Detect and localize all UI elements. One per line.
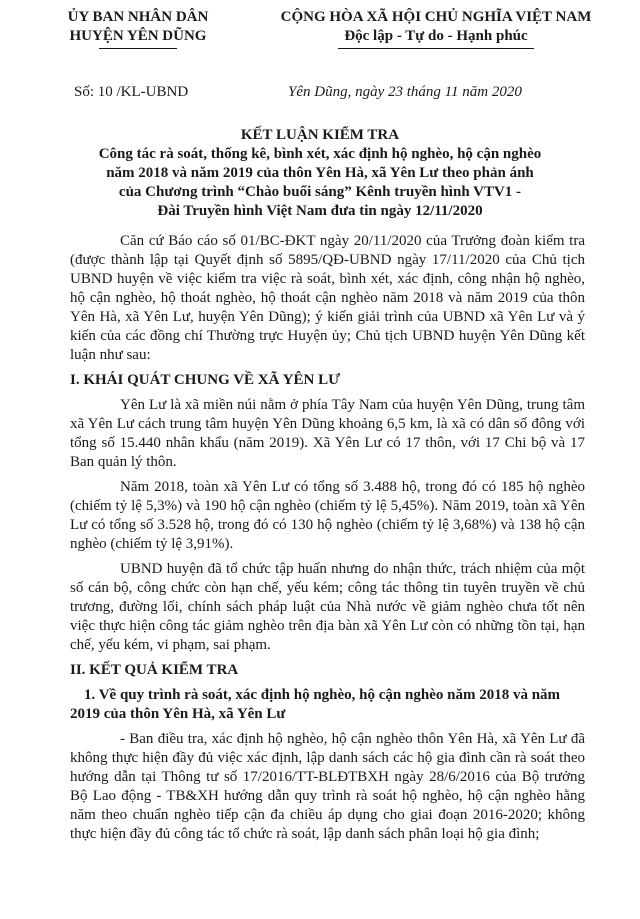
section-2-heading: II. KẾT QUẢ KIỂM TRA — [70, 662, 239, 678]
intro-paragraph: Căn cứ Báo cáo số 01/BC-ĐKT ngày 20/11/2020 của Trưởng đoàn kiểm tra (được thành lập tại Quyết định số 5895/QĐ-UBND ngày 17/11/2020 của Chủ tịch UBND huyện về việc kiểm tra việc rà soát, bình xét, xác định, công nhận hộ nghèo, hộ cận nghèo, hộ thoát nghèo, hộ thoát cận nghèo năm 2018 và năm 2019 của thôn Yên Hà, xã Yên Lư, huyện Yên Dũng); ý kiến giải trình của UBND xã Yên Lư và ý kiến của các đồng chí Thường trực Huyện ủy; Chủ tịch UBND huyện Yên Dũng kết luận như sau: — [70, 233, 585, 363]
nation-line-1: CỘNG HÒA XÃ HỘI CHỦ NGHĨA VIỆT NAM — [280, 9, 592, 25]
title-line-2: Công tác rà soát, thống kê, bình xét, xác định hộ nghèo, hộ cận nghèo — [98, 146, 542, 162]
agency-line-1: ỦY BAN NHÂN DÂN — [67, 9, 209, 25]
section-2-paragraph-1: - Ban điều tra, xác định hộ nghèo, hộ cận nghèo thôn Yên Hà, xã Yên Lư đã không thực hiện đầy đủ việc xác định, lập danh sách các hộ gia đình cần rà soát theo hướng dẫn tại Thông tư số 17/2016/TT-BLĐTBXH ngày 28/6/2016 của Bộ trưởng Bộ Lao động - TB&XH hướng dẫn quy trình rà soát hộ nghèo, hộ cận nghèo hằng năm theo chuẩn nghèo tiếp cận đa chiều áp dụng cho giai đoạn 2016-2020; không thực hiện đầy đủ công tác tổ chức rà soát, lập danh sách phân loại hộ gia đình; — [70, 731, 585, 842]
national-motto — [246, 8, 626, 49]
agency-line-2: HUYỆN YÊN DŨNG — [69, 28, 207, 44]
motto-underline — [338, 48, 534, 49]
subsection-1-heading: 1. Về quy trình rà soát, xác định hộ nghèo, hộ cận nghèo năm 2018 và năm 2019 của thôn Yên Hà, xã Yên Lư — [70, 687, 561, 722]
title-line-3: năm 2018 và năm 2019 của thôn Yên Hà, xã Yên Lư theo phản ánh — [106, 165, 534, 181]
document-number: Số: 10 /KL-UBND — [74, 84, 189, 100]
section-1-paragraph-1: Yên Lư là xã miền núi nằm ở phía Tây Nam của huyện Yên Dũng, trung tâm xã Yên Lư cách trung tâm huyện Yên Dũng khoảng 6,5 km, là xã có dân số đông với tổng số 15.440 nhân khẩu (năm 2019). Xã Yên Lư có 17 thôn, với 17 Chi bộ và 17 Ban quản lý thôn. — [70, 397, 585, 470]
document-title — [60, 126, 580, 221]
section-1-paragraph-2: Năm 2018, toàn xã Yên Lư có tổng số 3.488 hộ, trong đó có 185 hộ nghèo (chiếm tỷ lệ 5,3%) và 190 hộ cận nghèo (chiếm tỷ lệ 5,45%). Năm 2019, toàn xã Yên Lư có tổng số 3.528 hộ, trong đó có 130 hộ nghèo (chiếm tỷ lệ 3,68%) và 138 hộ cận nghèo (chiếm tỷ lệ 3,91%). — [70, 479, 585, 552]
nation-line-2: Độc lập - Tự do - Hạnh phúc — [344, 28, 528, 44]
title-line-1: KẾT LUẬN KIỂM TRA — [240, 127, 400, 143]
agency-underline — [99, 48, 177, 49]
title-line-4: của Chương trình “Chào buổi sáng” Kênh truyền hình VTV1 - — [118, 184, 522, 200]
issuing-agency — [48, 8, 228, 49]
place-date: Yên Dũng, ngày 23 tháng 11 năm 2020 — [288, 84, 522, 100]
section-1-paragraph-3: UBND huyện đã tổ chức tập huấn nhưng do nhận thức, trách nhiệm của một số cán bộ, công chức còn hạn chế, yếu kém; công tác thông tin tuyên truyền về chủ trương, đường lối, chính sách pháp luật của Nhà nước về giảm nghèo chưa tốt nên việc thực hiện công tác giảm nghèo trên địa bàn xã Yên Lư còn có những tồn tại, hạn chế, yếu kém, vi phạm, sai phạm. — [70, 561, 585, 653]
document-body — [70, 232, 585, 850]
section-1-heading: I. KHÁI QUÁT CHUNG VỀ XÃ YÊN LƯ — [70, 372, 341, 388]
title-line-5: Đài Truyền hình Việt Nam đưa tin ngày 12/11/2020 — [157, 203, 483, 219]
